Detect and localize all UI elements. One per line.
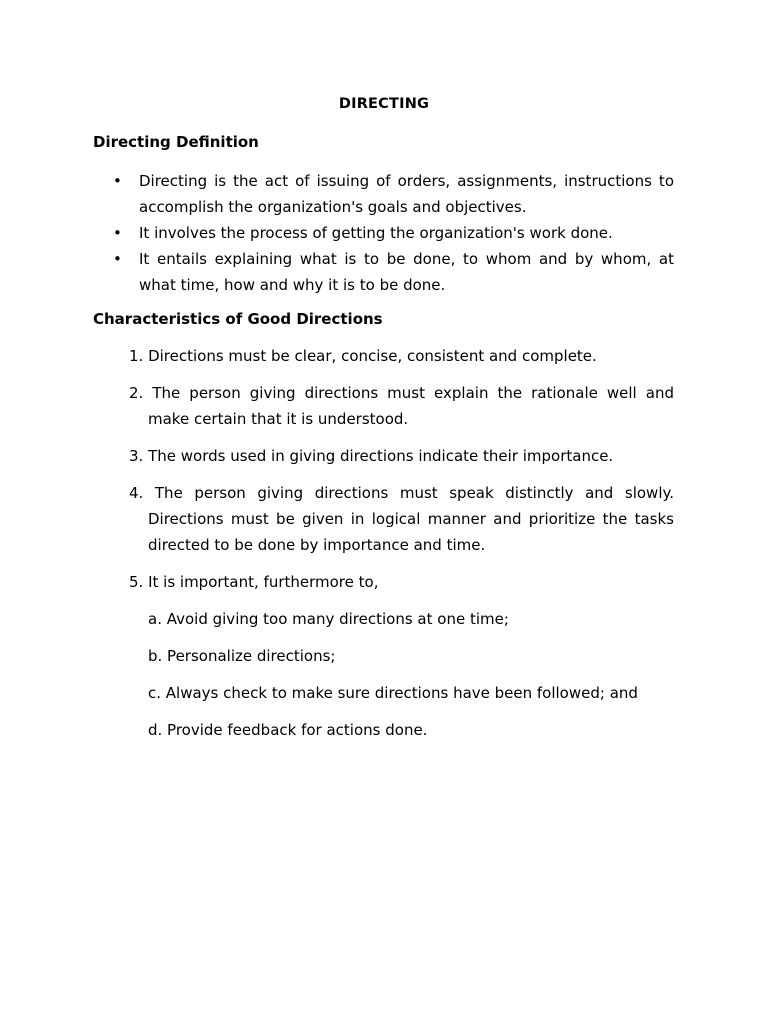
- sub-item-a: a. Avoid giving too many directions at one time;: [148, 610, 509, 628]
- bullet-text: It entails explaining what is to be done, to whom and by whom, at what time, how and why it is to be done.: [139, 250, 674, 294]
- bullet-text: Directing is the act of issuing of orders, assignments, instructions to accomplish the organization's goals and objectives.: [139, 172, 674, 216]
- bullet-icon: •: [113, 250, 122, 268]
- sub-item-d: d. Provide feedback for actions done.: [148, 721, 428, 739]
- characteristic-item-3: 3. The words used in giving directions indicate their importance.: [129, 447, 614, 465]
- bullet-icon: •: [113, 172, 122, 190]
- characteristic-item-2: [129, 380, 674, 432]
- definition-heading: Directing Definition: [93, 133, 259, 151]
- characteristic-item-text: 2. The person giving directions must explain the rationale well and make certain that it is understood.: [129, 384, 674, 428]
- characteristic-item-5: 5. It is important, furthermore to,: [129, 573, 379, 591]
- bullet-icon: •: [113, 224, 122, 242]
- sub-item-b: b. Personalize directions;: [148, 647, 336, 665]
- sub-item-c: c. Always check to make sure directions have been followed; and: [148, 684, 638, 702]
- definition-bullet-item: [0, 220, 674, 246]
- characteristic-item-4: [129, 480, 674, 558]
- definition-bullet-item: [0, 246, 674, 298]
- document-title: DIRECTING: [338, 96, 430, 112]
- definition-bullet-item: [0, 168, 674, 220]
- bullet-text: It involves the process of getting the organization's work done.: [139, 224, 613, 242]
- characteristics-heading: Characteristics of Good Directions: [93, 310, 383, 328]
- definition-bullet-list: [0, 168, 768, 298]
- characteristic-item-text: 4. The person giving directions must speak distinctly and slowly. Directions must be given in logical manner and prioritize the tasks directed to be done by importance and time.: [129, 484, 674, 554]
- characteristic-item-1: 1. Directions must be clear, concise, consistent and complete.: [129, 347, 597, 365]
